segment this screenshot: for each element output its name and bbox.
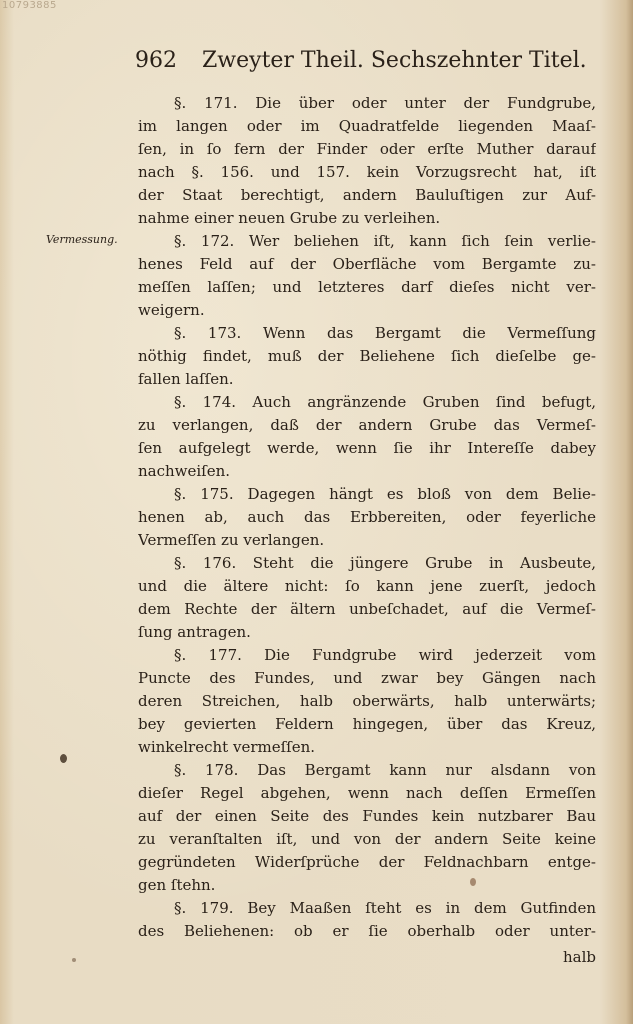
text-line: meſſen laſſen; und letzteres darf dieſes nicht ver- <box>138 278 596 296</box>
paragraph <box>138 92 596 230</box>
page-number: 962 <box>135 48 177 73</box>
text-line: gegründeten Widerſprüche der Feldnachbarn entge- <box>138 853 596 871</box>
text-line: dem Rechte der ältern unbeſchadet, auf die Vermeſ- <box>138 600 596 618</box>
text-line: nöthig findet, muß der Beliehene ſich dieſelbe ge- <box>138 347 596 365</box>
text-line: Vermeſſen zu verlangen. <box>138 531 325 549</box>
paragraph <box>138 230 596 322</box>
text-line: §. 172. Wer beliehen iſt, kann ſich ſein verlie- <box>174 232 596 250</box>
paragraph <box>138 552 596 644</box>
text-line: §. 179. Bey Maaßen ſteht es in dem Gutfinden <box>174 899 596 917</box>
ink-spot <box>72 958 76 962</box>
text-line: §. 171. Die über oder unter der Fundgrube, <box>174 94 596 112</box>
text-line: ſen, in ſo fern der Finder oder erſte Muther darauf <box>138 140 596 158</box>
text-line: ſen aufgelegt werde, wenn ſie ihr Intereſſe dabey <box>138 439 596 457</box>
paragraph <box>138 322 596 391</box>
text-line: des Beliehenen: ob er ſie oberhalb oder unter- <box>138 922 596 940</box>
text-line: nahme einer neuen Grube zu verleihen. <box>138 209 441 227</box>
text-body <box>138 92 596 943</box>
scan-id: 10793885 <box>2 0 57 11</box>
text-line: ſung antragen. <box>138 623 251 641</box>
text-line: zu verlangen, daß der andern Grube das Vermeſ- <box>138 416 596 434</box>
text-line: nach §. 156. und 157. kein Vorzugsrecht hat, iſt <box>138 163 596 181</box>
text-line: winkelrecht vermeſſen. <box>138 738 315 756</box>
text-line: bey gevierten Feldern hingegen, über das Kreuz, <box>138 715 596 733</box>
text-line: §. 177. Die Fundgrube wird jederzeit vom <box>174 646 596 664</box>
text-line: deren Streichen, halb oberwärts, halb unterwärts; <box>138 692 596 710</box>
ink-spot <box>60 754 67 763</box>
text-line: im langen oder im Quadratfelde liegenden Maaſ- <box>138 117 596 135</box>
text-line: weigern. <box>138 301 205 319</box>
text-line: §. 175. Dagegen hängt es bloß von dem Belie- <box>174 485 596 503</box>
text-line: §. 176. Steht die jüngere Grube in Ausbeute, <box>174 554 596 572</box>
paragraph <box>138 483 596 552</box>
text-line: fallen laſſen. <box>138 370 234 388</box>
text-line: auf der einen Seite des Fundes kein nutzbarer Bau <box>138 807 596 825</box>
text-line: dieſer Regel abgehen, wenn nach deſſen Ermeſſen <box>138 784 596 802</box>
margin-note: Vermessung. <box>46 233 118 246</box>
catchword: halb <box>563 948 597 966</box>
text-line: und die ältere nicht: ſo kann jene zuerſt, jedoch <box>138 577 596 595</box>
text-line: henes Feld auf der Oberfläche vom Bergamte zu- <box>138 255 596 273</box>
paragraph <box>138 759 596 897</box>
text-line: henen ab, auch das Erbbereiten, oder feyerliche <box>138 508 596 526</box>
running-title: Zweyter Theil. Sechszehnter Titel. <box>202 48 587 73</box>
paragraph <box>138 391 596 483</box>
text-line: Puncte des Fundes, und zwar bey Gängen nach <box>138 669 596 687</box>
text-line: gen ſtehn. <box>138 876 216 894</box>
text-line: §. 174. Auch angränzende Gruben ſind befugt, <box>174 393 596 411</box>
text-line: nachweiſen. <box>138 462 231 480</box>
paragraph <box>138 897 596 943</box>
running-header <box>135 46 595 76</box>
text-line: der Staat berechtigt, andern Bauluſtigen zur Auf- <box>138 186 596 204</box>
paragraph <box>138 644 596 759</box>
text-line: zu veranſtalten iſt, und von der andern Seite keine <box>138 830 596 848</box>
text-line: §. 173. Wenn das Bergamt die Vermeſſung <box>174 324 596 342</box>
text-line: §. 178. Das Bergamt kann nur alsdann von <box>174 761 596 779</box>
